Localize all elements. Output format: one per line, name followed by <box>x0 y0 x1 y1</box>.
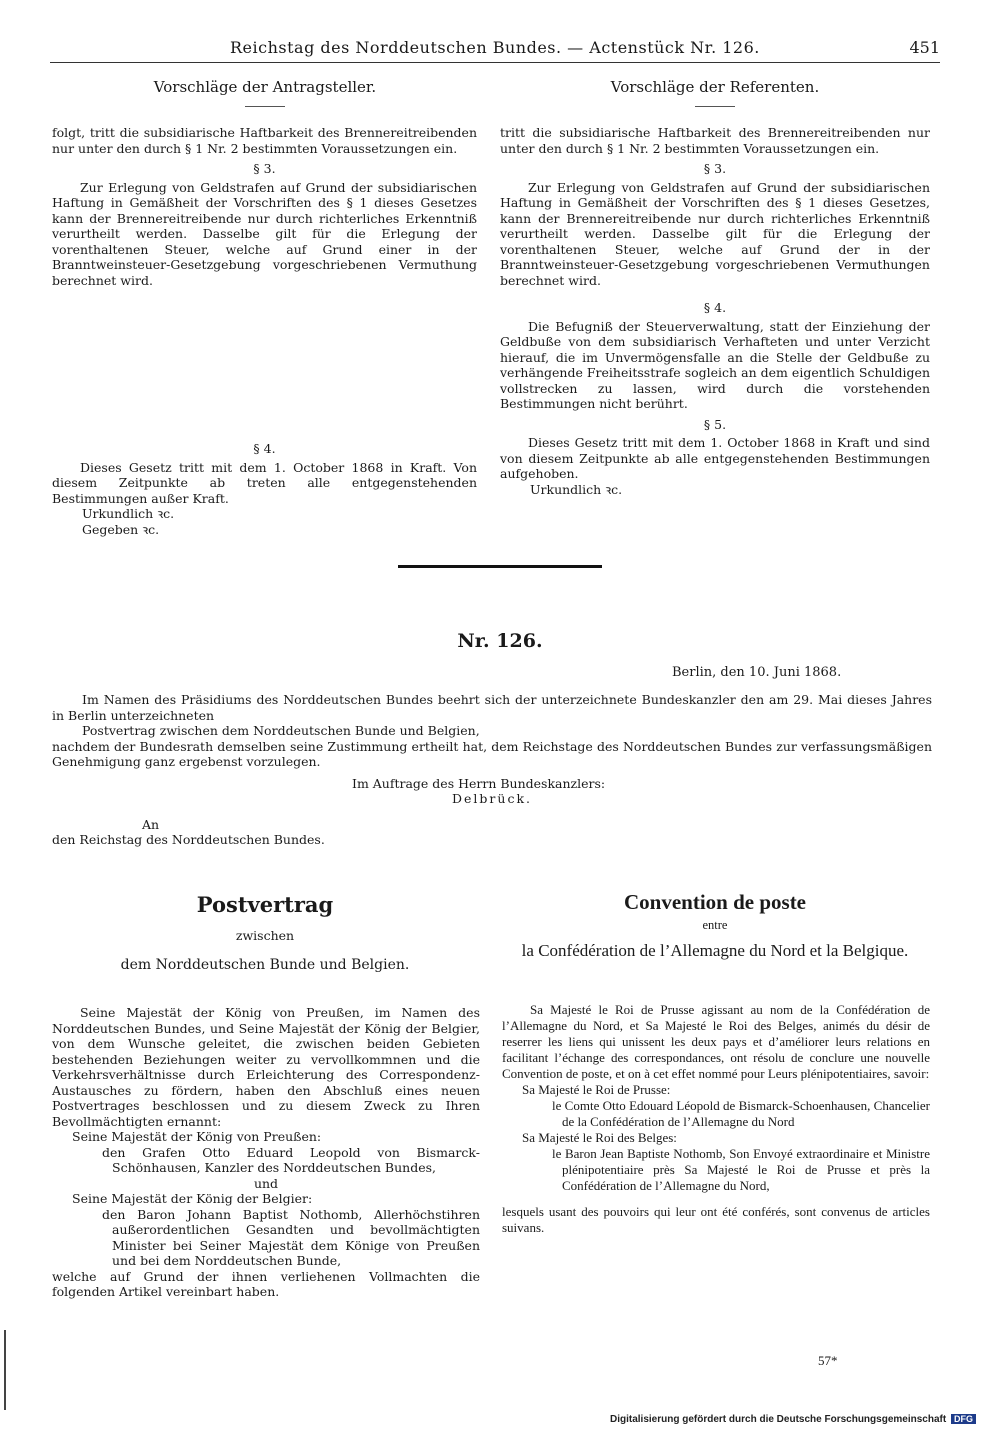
german-nothomb: den Baron Johann Baptist Nothomb, Allerhöchstihren außerordentlichen Gesandten und bevollmächtigten Minister bei Seiner Majestät dem Könige von Preußen und bei dem Norddeutschen Bunde, <box>102 1206 480 1268</box>
treaty-german-text <box>52 1005 480 1300</box>
page-header <box>40 34 940 62</box>
left-closing-urkundlich: Urkundlich ꝛc. <box>82 506 175 521</box>
right-closing-urkundlich: Urkundlich ꝛc. <box>530 481 623 497</box>
right-heading-rule <box>695 106 735 107</box>
letter-paragraph-2: Postvertrag zwischen dem Norddeutschen Bunde und Belgien, <box>82 723 480 738</box>
letter-paragraph-3: nachdem der Bundesrath demselben seine Zustimmung ertheilt hat, dem Reichstage des Norddeutschen Bundes zur verfassungsmäßigen Genehmigung ganz ergebenst vorzulegen. <box>52 738 932 769</box>
treaty-subtitle-french: entre <box>702 918 728 932</box>
french-king-prussia: Sa Majesté le Roi de Prusse: <box>522 1082 671 1097</box>
page-number: 451 <box>909 38 940 57</box>
signature-name: Delbrück. <box>452 791 532 806</box>
sheet-signature: 57* <box>818 1353 838 1368</box>
signature-order: Im Auftrage des Herrn Bundeskanzlers: <box>352 775 606 791</box>
german-preamble: Seine Majestät der König von Preußen, im Namen des Norddeutschen Bundes, und Seine Majestät der König der Belgier, von dem Wunsche geleitet, die zwischen beiden Gebieten bestehenden Beziehungen weiter zu vervollkommnen und die Verkehrsverhältnisse durch Erleichterung des Correspondenz-Austausches zu fördern, haben den Abschluß eines neuen Postvertrages beschlossen und zu diesem Zweck zu Ihren Bevollmächtigten ernannt: <box>52 1005 480 1129</box>
address-line-1: An <box>142 816 160 832</box>
address-line-2: den Reichstag des Norddeutschen Bundes. <box>52 832 325 847</box>
left-section-4-text: Dieses Gesetz tritt mit dem 1. October 1868 in Kraft. Von diesem Zeitpunkte ab treten alle entgegenstehenden Bestimmungen außer Kraft. <box>52 459 477 506</box>
cover-letter <box>52 692 932 848</box>
treaty-title-german: Postvertrag <box>196 892 334 917</box>
german-closing: welche auf Grund der ihnen verliehenen Vollmachten die folgenden Artikel vereinbart haben. <box>52 1268 480 1299</box>
french-bismarck: le Comte Otto Edouard Léopold de Bismarck-Schoenhausen, Chancelier de la Confédération de l’Allemagne du Nord <box>552 1098 930 1129</box>
document-date: Berlin, den 10. Juni 1868. <box>672 665 842 680</box>
left-intro: folgt, tritt die subsidiarische Haftbarkeit des Brennereitreibenden nur unter den durch § 1 Nr. 2 bestimmten Voraussetzungen ein. <box>52 125 477 156</box>
left-column-heading: Vorschläge der Antragsteller. <box>153 78 377 96</box>
left-heading-rule <box>245 106 285 107</box>
scan-edge-mark <box>4 1330 6 1410</box>
running-title: Reichstag des Norddeutschen Bundes. — Actenstück Nr. 126. <box>230 38 760 57</box>
document-number: Nr. 126. <box>457 630 543 652</box>
right-column <box>500 125 930 497</box>
right-intro: tritt die subsidiarische Haftbarkeit des Brennereitreibenden nur unter den durch § 1 Nr. 2 bestimmten Voraussetzungen ein. <box>500 125 930 156</box>
treaty-parties-german: dem Norddeutschen Bunde und Belgien. <box>120 957 410 973</box>
french-closing: lesquels usant des pouvoirs qui leur ont été conférés, sont convenus de articles suivans. <box>502 1204 930 1235</box>
right-section-4-title: § 4. <box>703 300 727 315</box>
right-section-4-text: Die Befugniß der Steuerverwaltung, statt der Einziehung der Geldbuße von dem subsidiarisch Verhafteten und unter Verzicht hierauf, die im Unvermögensfalle an die Stelle der Geldbuße zu verhängende Freiheitsstrafe sogleich an dem eigentlich Schuldigen vollstrecken zu lassen, wird durch die vorstehenden Bestimmungen nicht berührt. <box>500 318 930 411</box>
left-section-3-title: § 3. <box>253 161 276 176</box>
treaty-french-text <box>502 1002 930 1236</box>
right-section-5-text: Dieses Gesetz tritt mit dem 1. October 1868 in Kraft und sind von diesem Zeitpunkte ab alle entgegenstehenden Bestimmungen aufgehoben. <box>500 435 930 481</box>
left-closing-gegeben: Gegeben ꝛc. <box>82 521 160 537</box>
german-bismarck: den Grafen Otto Eduard Leopold von Bismarck-Schönhausen, Kanzler des Norddeutschen Bundes, <box>102 1144 480 1175</box>
digitization-footer <box>610 1414 976 1425</box>
treaty-parties-french: la Confédération de l’Allemagne du Nord et la Belgique. <box>521 941 909 960</box>
section-divider <box>398 565 602 568</box>
left-section-4-title: § 4. <box>253 441 276 456</box>
letter-paragraph-1: Im Namen des Präsidiums des Norddeutschen Bundes beehrt sich der unterzeichnete Bundeskanzler den am 29. Mai dieses Jahres in Berlin unterzeichneten <box>52 692 932 723</box>
german-king-belgium: Seine Majestät der König der Belgier: <box>72 1191 313 1206</box>
left-column-upper <box>52 125 477 288</box>
header-rule <box>50 62 940 63</box>
french-preamble: Sa Majesté le Roi de Prusse agissant au nom de la Confédération de l’Allemagne du Nord, et Sa Majesté le Roi des Belges, animés du désir de reserrer les liens qui unissent les deux pays et d’améliorer leurs relations en facilitant l’échange des correspondances, ont résolu de conclure une nouvelle Convention de poste, et on à cet effet nommé pour Leurs plénipotentiaires, savoir: <box>502 1002 930 1081</box>
right-column-heading: Vorschläge der Referenten. <box>610 78 820 96</box>
treaty-subtitle-german: zwischen <box>235 928 295 943</box>
treaty-title-french: Convention de poste <box>623 890 807 914</box>
french-king-belgium: Sa Majesté le Roi des Belges: <box>522 1130 677 1145</box>
footer-text: Digitalisierung gefördert durch die Deutsche Forschungsgemeinschaft <box>610 1414 947 1425</box>
dfg-logo: DFG <box>951 1414 976 1424</box>
french-nothomb: le Baron Jean Baptiste Nothomb, Son Envoyé extraordinaire et Ministre plénipotentiaire près Sa Majesté le Roi de Prusse et près la Confédération de l’Allemagne du Nord, <box>552 1146 930 1193</box>
left-column-lower <box>52 436 477 537</box>
german-and: und <box>253 1175 279 1191</box>
german-king-prussia: Seine Majestät der König von Preußen: <box>72 1129 322 1144</box>
right-section-5-title: § 5. <box>703 416 727 432</box>
right-section-3-text: Zur Erlegung von Geldstrafen auf Grund der subsidiarischen Haftung in Gemäßheit der Vorschriften des § 1 dieses Gesetzes, kann der Brennereitreibende nur durch richterliches Erkenntniß verurtheilt werden. Dasselbe gilt für die Erlegung der vorenthaltenen Steuer, welche auf Grund der in der Branntweinsteuer-Gesetzgebung vorgeschriebenen Vermuthungen berechnet wird. <box>500 179 930 288</box>
left-section-3-text: Zur Erlegung von Geldstrafen auf Grund der subsidiarischen Haftung in Gemäßheit der Vorschriften des § 1 dieses Gesetzes kann der Brennereitreibende nur durch richterliches Erkenntniß verurtheilt werden. Dasselbe gilt für die Erlegung der vorenthaltenen Steuer, welche auf Grund einer in der Branntweinsteuer-Gesetzgebung vorgeschriebenen Vermuthung berechnet wird. <box>52 179 477 288</box>
right-section-3-title: § 3. <box>703 161 727 176</box>
